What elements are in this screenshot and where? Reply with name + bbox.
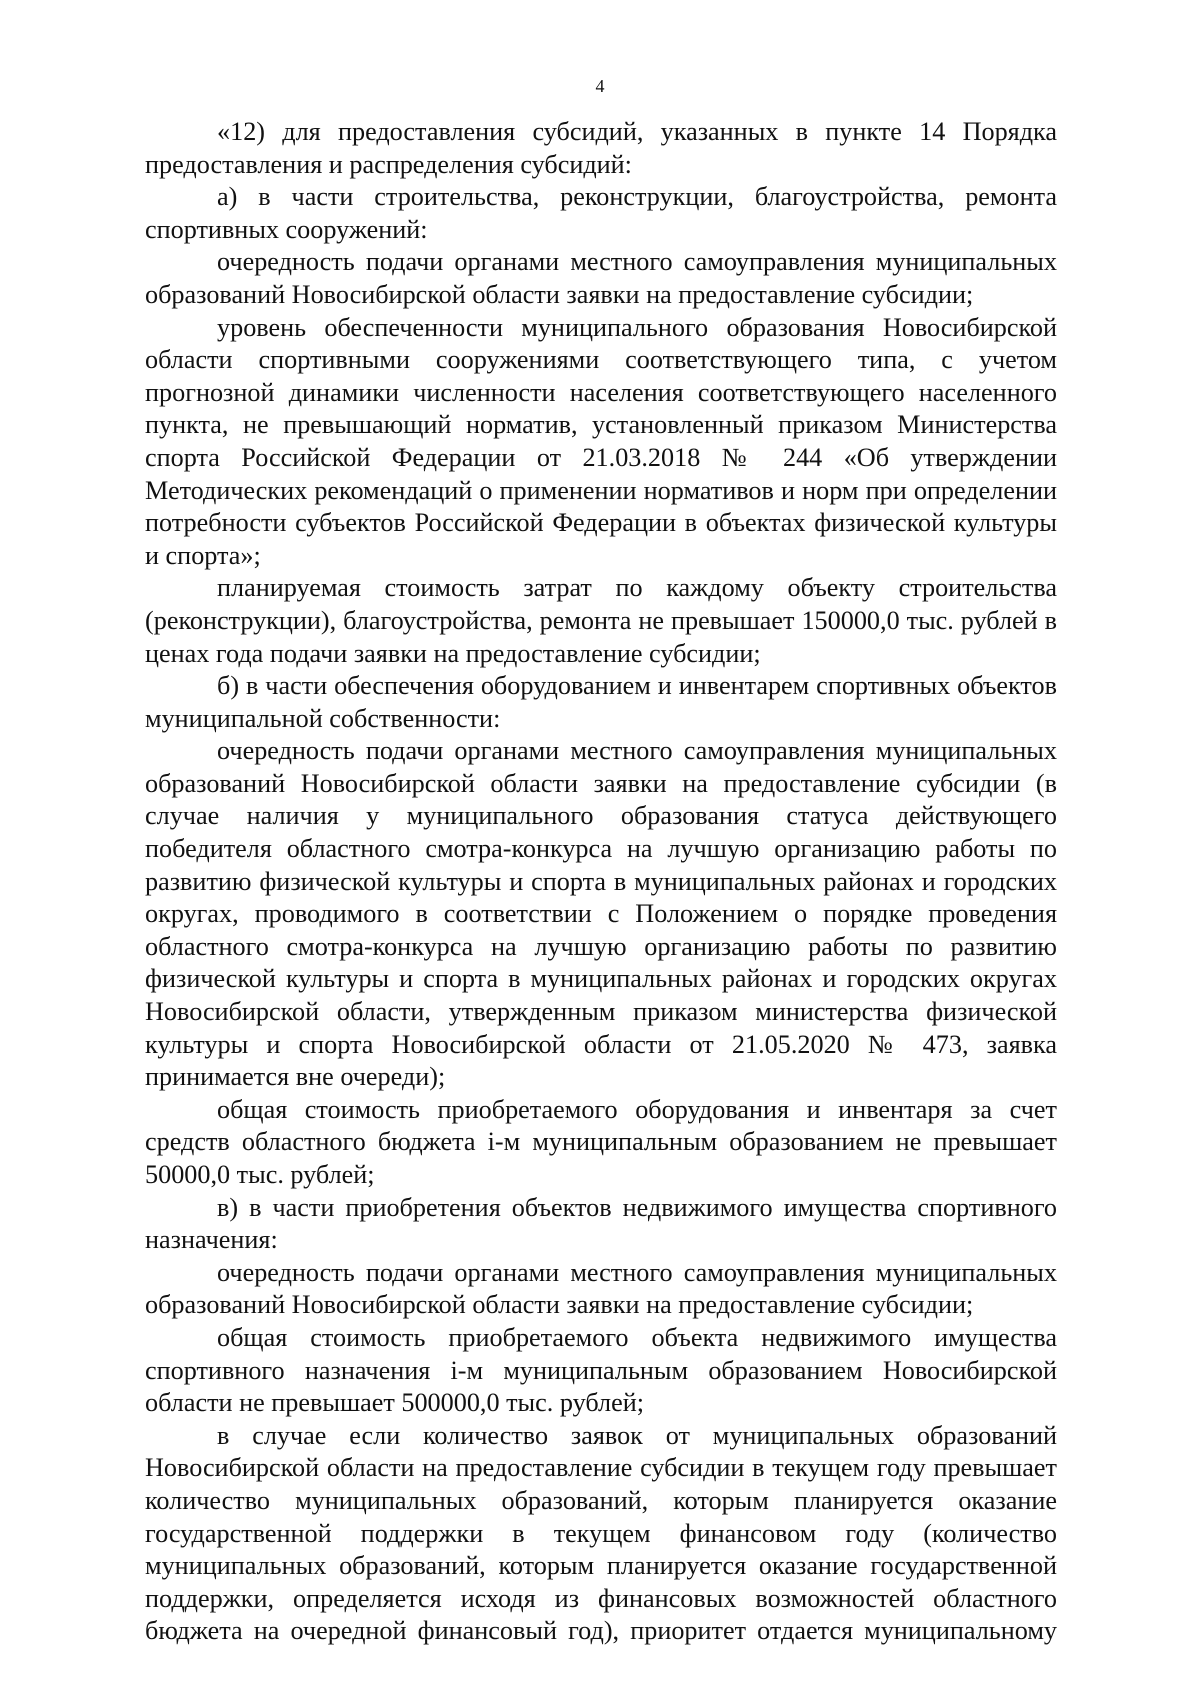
paragraph: планируемая стоимость затрат по каждому объекту строительства (реконструкции), благоустройства, ремонта не превышает 150000,0 тыс. рублей в ценах года подачи заявки на предоставление субсидии; [145, 573, 1057, 668]
paragraph: уровень обеспеченности муниципального образования Новосибирской области спортивными сооружениями соответствующего типа, с учетом прогнозной динамики численности населения соответствующего населенного пункта, не превышающий норматив, установленный приказом Министерства спорта Российской Федерации от 21.03.2018 № 244 «Об утверждении Методических рекомендаций о применении нормативов и норм при определении потребности субъектов Российской Федерации в объектах физической культуры и спорта»; [145, 312, 1057, 570]
document-body [145, 116, 1057, 1648]
paragraph: общая стоимость приобретаемого оборудования и инвентаря за счет средств областного бюджета i-м муниципальным образованием не превышает 50000,0 тыс. рублей; [145, 1094, 1057, 1189]
paragraph-item-12: «12) для предоставления субсидий, указанных в пункте 14 Порядка предоставления и распределения субсидий: [145, 117, 1057, 179]
paragraph: очередность подачи органами местного самоуправления муниципальных образований Новосибирской области заявки на предоставление субсидии; [145, 247, 1057, 309]
page-number: 4 [595, 76, 605, 96]
paragraph: общая стоимость приобретаемого объекта недвижимого имущества спортивного назначения i-м муниципальным образованием Новосибирской области не превышает 500000,0 тыс. рублей; [145, 1322, 1057, 1418]
paragraph: в случае если количество заявок от муниципальных образований Новосибирской области на предоставление субсидии в текущем году превышает количество муниципальных образований, которым планируется оказание государственной поддержки в текущем финансовом году (количество муниципальных образований, которым планируется оказание государственной поддержки, определяется исходя из финансовых возможностей областного бюджета на очередной финансовый год), приоритет отдается муниципальному [145, 1420, 1057, 1646]
paragraph: очередность подачи органами местного самоуправления муниципальных образований Новосибирской области заявки на предоставление субсидии; [145, 1257, 1057, 1320]
paragraph-subitem-a: а) в части строительства, реконструкции, благоустройства, ремонта спортивных сооружений: [145, 182, 1057, 244]
paragraph: очередность подачи органами местного самоуправления муниципальных образований Новосибирской области заявки на предоставление субсидии (в случае наличия у муниципального образования статуса действующего победителя областного смотра-конкурса на лучшую организацию работы по развитию физической культуры и спорта в муниципальных районах и городских округах, проводимого в соответствии с Положением о порядке проведения областного смотра-конкурса на лучшую организацию работы по развитию физической культуры и спорта в муниципальных районах и городских округах Новосибирской области, утвержденным приказом министерства физической культуры и спорта Новосибирской области от 21.05.2020 № 473, заявка принимается вне очереди); [145, 736, 1057, 1092]
paragraph-subitem-v: в) в части приобретения объектов недвижимого имущества спортивного назначения: [145, 1192, 1057, 1255]
paragraph-subitem-b: б) в части обеспечения оборудованием и инвентарем спортивных объектов муниципальной собственности: [145, 671, 1057, 733]
